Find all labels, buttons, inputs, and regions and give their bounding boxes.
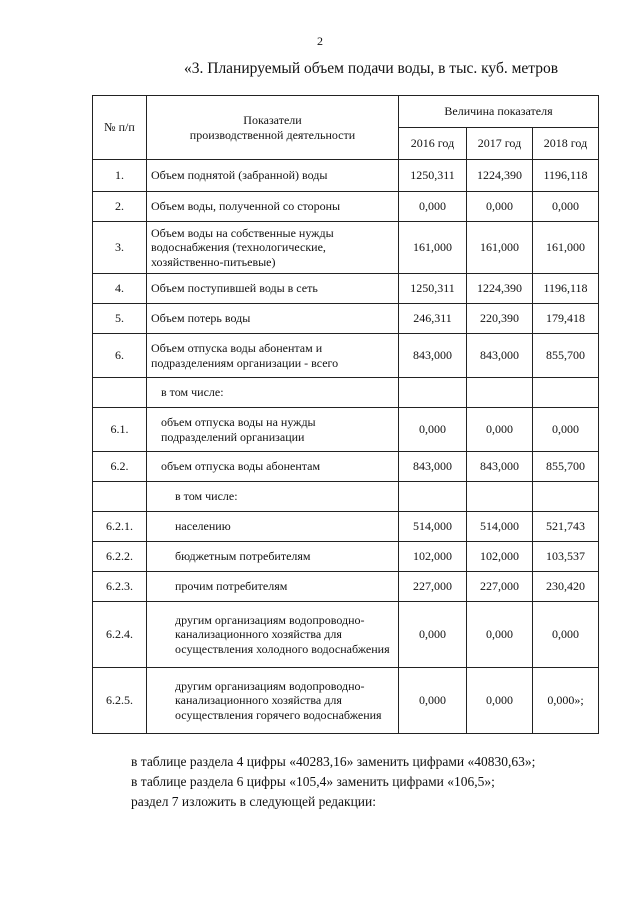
row-indicator: в том числе:	[147, 482, 399, 512]
row-value: 0,000	[533, 408, 599, 452]
row-number: 4.	[93, 274, 147, 304]
row-number: 6.2.3.	[93, 572, 147, 602]
row-value: 843,000	[399, 334, 467, 378]
row-indicator: Объем поднятой (забранной) воды	[147, 160, 399, 192]
row-value: 102,000	[467, 542, 533, 572]
row-number: 3.	[93, 222, 147, 274]
row-value: 855,700	[533, 334, 599, 378]
row-value: 246,311	[399, 304, 467, 334]
row-value: 230,420	[533, 572, 599, 602]
row-value: 102,000	[399, 542, 467, 572]
row-value: 227,000	[399, 572, 467, 602]
row-indicator: другим организациям водопроводно-канализационного хозяйства для осуществления горячего водоснабжения	[147, 668, 399, 734]
row-value: 0,000	[399, 668, 467, 734]
row-value: 0,000	[399, 408, 467, 452]
row-value	[399, 482, 467, 512]
row-value: 0,000	[533, 602, 599, 668]
row-value	[533, 378, 599, 408]
row-value: 1224,390	[467, 274, 533, 304]
header-year: 2017 год	[467, 128, 533, 160]
table-body	[93, 160, 599, 734]
row-value: 0,000	[467, 668, 533, 734]
row-indicator: Объем отпуска воды абонентам и подразделениям организации - всего	[147, 334, 399, 378]
row-number: 2.	[93, 192, 147, 222]
row-value	[533, 482, 599, 512]
row-number: 6.2.5.	[93, 668, 147, 734]
row-indicator: Объем воды, полученной со стороны	[147, 192, 399, 222]
row-value: 514,000	[399, 512, 467, 542]
table-row	[93, 408, 599, 452]
row-indicator: Объем потерь воды	[147, 304, 399, 334]
section-heading: «3. Планируемый объем подачи воды, в тыс. куб. метров	[184, 60, 559, 77]
row-indicator: прочим потребителям	[147, 572, 399, 602]
table-row	[93, 304, 599, 334]
row-indicator: Объем поступившей воды в сеть	[147, 274, 399, 304]
table-row	[93, 482, 599, 512]
row-value: 0,000»;	[533, 668, 599, 734]
row-value: 843,000	[467, 334, 533, 378]
row-number: 6.2.2.	[93, 542, 147, 572]
table-row	[93, 192, 599, 222]
row-number: 6.1.	[93, 408, 147, 452]
table-row	[93, 668, 599, 734]
table-row	[93, 222, 599, 274]
row-value: 843,000	[467, 452, 533, 482]
amendment-line: в таблице раздела 6 цифры «105,4» заменить цифрами «106,5»;	[131, 774, 495, 789]
table-row	[93, 378, 599, 408]
row-value: 514,000	[467, 512, 533, 542]
row-indicator: в том числе:	[147, 378, 399, 408]
row-value: 179,418	[533, 304, 599, 334]
header-year: 2018 год	[533, 128, 599, 160]
row-number	[93, 482, 147, 512]
row-value: 1196,118	[533, 160, 599, 192]
row-value: 521,743	[533, 512, 599, 542]
header-year: 2016 год	[399, 128, 467, 160]
row-value: 0,000	[399, 602, 467, 668]
row-indicator: объем отпуска воды абонентам	[147, 452, 399, 482]
row-value	[467, 482, 533, 512]
row-indicator: Объем воды на собственные нужды водоснабжения (технологические, хозяйственно-питьевые)	[147, 222, 399, 274]
table-row	[93, 572, 599, 602]
row-number: 6.2.1.	[93, 512, 147, 542]
row-value: 161,000	[399, 222, 467, 274]
row-value: 843,000	[399, 452, 467, 482]
row-number: 6.	[93, 334, 147, 378]
water-supply-table	[92, 95, 599, 734]
table-row	[93, 602, 599, 668]
row-number: 1.	[93, 160, 147, 192]
row-number: 6.2.4.	[93, 602, 147, 668]
amendment-line: в таблице раздела 4 цифры «40283,16» заменить цифрами «40830,63»;	[131, 754, 536, 769]
table-row	[93, 160, 599, 192]
row-value: 227,000	[467, 572, 533, 602]
row-value: 1250,311	[399, 160, 467, 192]
header-indicator: Показатели производственной деятельности	[147, 96, 399, 160]
row-value: 0,000	[467, 192, 533, 222]
row-value: 0,000	[467, 408, 533, 452]
row-number: 5.	[93, 304, 147, 334]
row-value: 0,000	[533, 192, 599, 222]
row-value: 0,000	[467, 602, 533, 668]
page-number: 2	[317, 34, 323, 48]
table-row	[93, 274, 599, 304]
row-value: 1196,118	[533, 274, 599, 304]
table-row	[93, 512, 599, 542]
table-row	[93, 452, 599, 482]
row-value: 855,700	[533, 452, 599, 482]
row-number: 6.2.	[93, 452, 147, 482]
row-value: 1224,390	[467, 160, 533, 192]
row-value: 1250,311	[399, 274, 467, 304]
row-indicator: объем отпуска воды на нужды подразделений организации	[147, 408, 399, 452]
row-number	[93, 378, 147, 408]
amendment-text	[131, 752, 535, 812]
row-value: 220,390	[467, 304, 533, 334]
amendment-line: раздел 7 изложить в следующей редакции:	[131, 794, 377, 809]
row-value	[399, 378, 467, 408]
row-value: 0,000	[399, 192, 467, 222]
row-indicator: бюджетным потребителям	[147, 542, 399, 572]
table-row	[93, 334, 599, 378]
header-value-group: Величина показателя	[399, 96, 599, 128]
row-value: 103,537	[533, 542, 599, 572]
table-row	[93, 542, 599, 572]
row-value	[467, 378, 533, 408]
row-value: 161,000	[533, 222, 599, 274]
row-value: 161,000	[467, 222, 533, 274]
header-num: № п/п	[93, 96, 147, 160]
row-indicator: другим организациям водопроводно-канализационного хозяйства для осуществления холодного водоснабжения	[147, 602, 399, 668]
row-indicator: населению	[147, 512, 399, 542]
